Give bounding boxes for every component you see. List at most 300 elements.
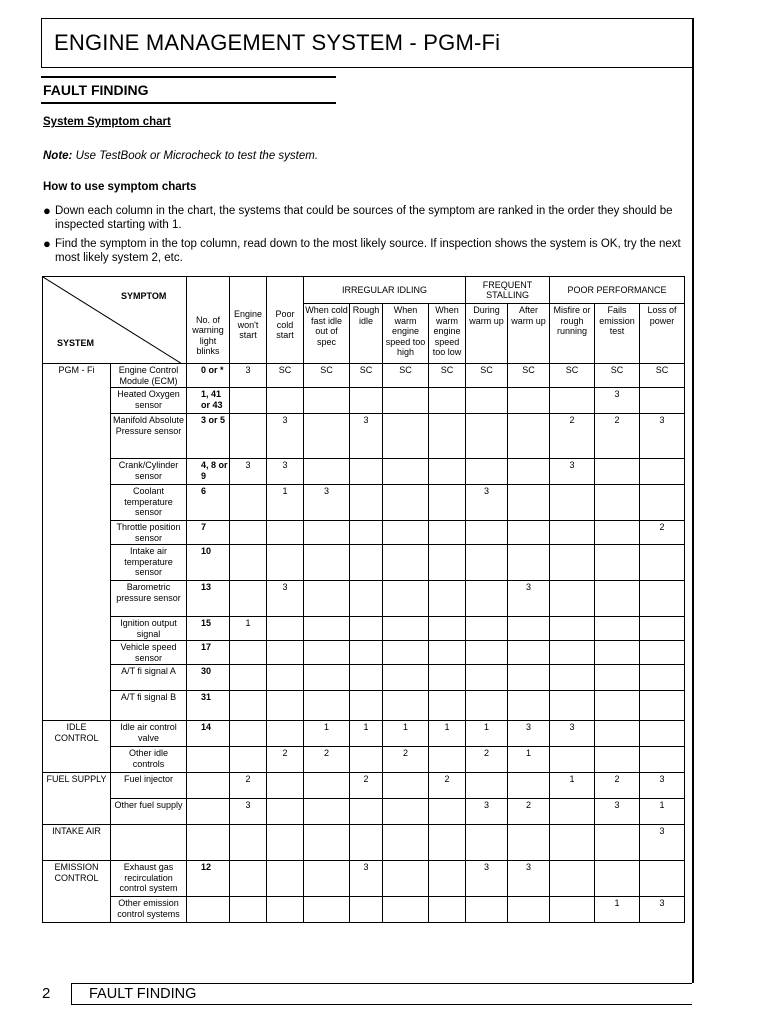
header-cell: No. of warning light blinks: [187, 277, 230, 364]
component-cell: Intake air temperature sensor: [111, 545, 187, 581]
table-row: [43, 691, 685, 721]
header-cell: Rough idle: [350, 304, 383, 364]
rank-cell: [350, 897, 383, 923]
rank-cell: [466, 414, 508, 459]
header-cell: When warm engine speed too low: [429, 304, 466, 364]
rank-cell: [267, 799, 304, 825]
rank-cell: [267, 773, 304, 799]
header-cell: When cold fast idle out of spec: [304, 304, 350, 364]
rank-cell: [550, 691, 595, 721]
rank-cell: [304, 641, 350, 665]
code-cell: 4, 8 or 9: [187, 459, 230, 485]
rank-cell: [230, 581, 267, 617]
system-cell: PGM - Fi: [43, 364, 111, 721]
rank-cell: 2: [550, 414, 595, 459]
rank-cell: [466, 665, 508, 691]
table-row: [43, 388, 685, 414]
component-cell: Vehicle speed sensor: [111, 641, 187, 665]
rank-cell: 3: [466, 861, 508, 897]
right-border-line: [692, 18, 694, 983]
footer-box: [71, 983, 692, 1005]
table-row: [43, 617, 685, 641]
rank-cell: [267, 897, 304, 923]
rank-cell: [508, 691, 550, 721]
rank-cell: [383, 825, 429, 861]
rank-cell: [429, 861, 466, 897]
table-row: [43, 897, 685, 923]
rank-cell: [640, 617, 685, 641]
component-cell: Ignition output signal: [111, 617, 187, 641]
group-header: IRREGULAR IDLING: [304, 277, 466, 304]
rank-cell: [429, 414, 466, 459]
header-cell: When warm engine speed too high: [383, 304, 429, 364]
rank-cell: [383, 897, 429, 923]
rank-cell: SC: [466, 364, 508, 388]
rank-cell: SC: [429, 364, 466, 388]
rank-cell: [550, 641, 595, 665]
rank-cell: [304, 665, 350, 691]
rank-cell: [466, 617, 508, 641]
rank-cell: [550, 617, 595, 641]
rank-cell: 1: [429, 721, 466, 747]
table-row: [43, 581, 685, 617]
rank-cell: [230, 545, 267, 581]
rank-cell: [267, 545, 304, 581]
rank-cell: [267, 721, 304, 747]
rank-cell: [350, 617, 383, 641]
bullet-text: Find the symptom in the top column, read down to the most likely source. If inspection shows the system is OK, try the next most likely system 2, etc.: [55, 238, 681, 264]
rank-cell: 3: [466, 799, 508, 825]
section-rule-bottom: [41, 102, 336, 104]
code-cell: [187, 747, 230, 773]
rank-cell: [508, 485, 550, 521]
code-cell: [187, 897, 230, 923]
table-row: [43, 485, 685, 521]
header-cell: Loss of power: [640, 304, 685, 364]
rank-cell: 1: [508, 747, 550, 773]
code-cell: 0 or *: [187, 364, 230, 388]
rank-cell: 3: [595, 388, 640, 414]
header-cell: Engine won't start: [230, 277, 267, 364]
rank-cell: [429, 388, 466, 414]
rank-cell: [595, 459, 640, 485]
rank-cell: 3: [640, 773, 685, 799]
section-heading: FAULT FINDING: [43, 82, 149, 98]
rank-cell: [230, 485, 267, 521]
component-cell: A/T fi signal A: [111, 665, 187, 691]
rank-cell: [466, 545, 508, 581]
code-cell: 31: [187, 691, 230, 721]
rank-cell: [640, 747, 685, 773]
code-cell: 17: [187, 641, 230, 665]
rank-cell: [304, 773, 350, 799]
component-cell: Manifold Absolute Pressure sensor: [111, 414, 187, 459]
rank-cell: [304, 825, 350, 861]
table-row: [43, 414, 685, 459]
symptom-label: SYMPTOM: [121, 291, 167, 301]
rank-cell: [304, 459, 350, 485]
rank-cell: [350, 581, 383, 617]
rank-cell: [304, 388, 350, 414]
rank-cell: [550, 861, 595, 897]
rank-cell: [550, 665, 595, 691]
bullet-1: [43, 204, 683, 232]
section-rule-top: [41, 76, 336, 78]
rank-cell: [383, 545, 429, 581]
bullet-text: Down each column in the chart, the systems that could be sources of the symptom are ranked in the order they should be inspected starting with 1.: [55, 205, 673, 231]
rank-cell: SC: [550, 364, 595, 388]
table-row: [43, 799, 685, 825]
rank-cell: 3: [267, 414, 304, 459]
rank-cell: [383, 459, 429, 485]
rank-cell: 3: [230, 459, 267, 485]
rank-cell: [267, 665, 304, 691]
code-cell: 7: [187, 521, 230, 545]
rank-cell: [429, 459, 466, 485]
rank-cell: [267, 388, 304, 414]
component-cell: [111, 825, 187, 861]
rank-cell: [350, 825, 383, 861]
rank-cell: [383, 617, 429, 641]
code-cell: 12: [187, 861, 230, 897]
rank-cell: 3: [304, 485, 350, 521]
rank-cell: [595, 581, 640, 617]
table-row: [43, 364, 685, 388]
rank-cell: [550, 747, 595, 773]
rank-cell: [230, 747, 267, 773]
system-cell: INTAKE AIR: [43, 825, 111, 861]
symptom-chart: [42, 276, 685, 923]
rank-cell: [508, 459, 550, 485]
rank-cell: [230, 861, 267, 897]
rank-cell: [595, 691, 640, 721]
system-cell: EMISSION CONTROL: [43, 861, 111, 923]
rank-cell: [350, 459, 383, 485]
rank-cell: 3: [230, 364, 267, 388]
component-cell: Other emission control systems: [111, 897, 187, 923]
rank-cell: [304, 691, 350, 721]
rank-cell: [508, 773, 550, 799]
rank-cell: [383, 414, 429, 459]
rank-cell: [429, 581, 466, 617]
rank-cell: [230, 388, 267, 414]
footer-label: FAULT FINDING: [89, 986, 197, 1002]
rank-cell: 2: [230, 773, 267, 799]
howto-heading: How to use symptom charts: [43, 181, 197, 193]
rank-cell: [550, 799, 595, 825]
rank-cell: [508, 825, 550, 861]
note: [43, 150, 318, 162]
rank-cell: [429, 545, 466, 581]
component-cell: Heated Oxygen sensor: [111, 388, 187, 414]
bullet-dot-icon: ●: [43, 203, 51, 218]
rank-cell: [595, 641, 640, 665]
code-cell: 10: [187, 545, 230, 581]
rank-cell: [350, 521, 383, 545]
rank-cell: [550, 388, 595, 414]
title-box: [41, 18, 692, 68]
rank-cell: SC: [640, 364, 685, 388]
rank-cell: SC: [508, 364, 550, 388]
rank-cell: [466, 641, 508, 665]
code-cell: 15: [187, 617, 230, 641]
rank-cell: 3: [466, 485, 508, 521]
rank-cell: [429, 641, 466, 665]
rank-cell: [383, 485, 429, 521]
component-cell: Coolant temperature sensor: [111, 485, 187, 521]
component-cell: Other fuel supply: [111, 799, 187, 825]
rank-cell: [350, 545, 383, 581]
rank-cell: [350, 485, 383, 521]
rank-cell: 2: [595, 414, 640, 459]
rank-cell: [595, 545, 640, 581]
rank-cell: SC: [304, 364, 350, 388]
rank-cell: 3: [350, 414, 383, 459]
table-row: [43, 825, 685, 861]
rank-cell: [267, 617, 304, 641]
rank-cell: [383, 521, 429, 545]
rank-cell: 1: [640, 799, 685, 825]
rank-cell: [640, 545, 685, 581]
corner-cell: [43, 277, 187, 364]
rank-cell: [383, 773, 429, 799]
code-cell: [187, 825, 230, 861]
rank-cell: [230, 665, 267, 691]
rank-cell: [640, 485, 685, 521]
rank-cell: [466, 825, 508, 861]
rank-cell: [429, 485, 466, 521]
rank-cell: 2: [350, 773, 383, 799]
rank-cell: 2: [383, 747, 429, 773]
corner-diagonal: [43, 277, 187, 364]
rank-cell: 3: [595, 799, 640, 825]
rank-cell: [508, 641, 550, 665]
rank-cell: 1: [230, 617, 267, 641]
rank-cell: [230, 414, 267, 459]
rank-cell: 2: [304, 747, 350, 773]
rank-cell: [466, 388, 508, 414]
chart-subtitle: System Symptom chart: [43, 116, 171, 128]
rank-cell: [429, 897, 466, 923]
rank-cell: [508, 617, 550, 641]
table-row: [43, 773, 685, 799]
rank-cell: [508, 665, 550, 691]
rank-cell: [267, 521, 304, 545]
rank-cell: 3: [508, 861, 550, 897]
code-cell: 30: [187, 665, 230, 691]
rank-cell: [508, 388, 550, 414]
rank-cell: [350, 641, 383, 665]
rank-cell: [595, 485, 640, 521]
header-cell: Misfire or rough running: [550, 304, 595, 364]
header-cell: Poor cold start: [267, 277, 304, 364]
table-row: [43, 665, 685, 691]
rank-cell: [429, 825, 466, 861]
rank-cell: [595, 861, 640, 897]
table-row: [43, 459, 685, 485]
rank-cell: [267, 691, 304, 721]
rank-cell: 3: [267, 581, 304, 617]
rank-cell: SC: [595, 364, 640, 388]
rank-cell: [550, 897, 595, 923]
rank-cell: [508, 545, 550, 581]
rank-cell: [466, 521, 508, 545]
table-row: [43, 545, 685, 581]
rank-cell: 3: [508, 581, 550, 617]
rank-cell: [640, 665, 685, 691]
rank-cell: [304, 617, 350, 641]
rank-cell: [429, 617, 466, 641]
rank-cell: 3: [550, 459, 595, 485]
code-cell: 13: [187, 581, 230, 617]
rank-cell: 3: [640, 825, 685, 861]
rank-cell: [640, 459, 685, 485]
rank-cell: 3: [230, 799, 267, 825]
component-cell: A/T fi signal B: [111, 691, 187, 721]
rank-cell: 2: [640, 521, 685, 545]
group-header: POOR PERFORMANCE: [550, 277, 685, 304]
rank-cell: [304, 545, 350, 581]
component-cell: Exhaust gas recirculation control system: [111, 861, 187, 897]
header-cell: Fails emission test: [595, 304, 640, 364]
table-row: [43, 521, 685, 545]
rank-cell: [350, 388, 383, 414]
rank-cell: SC: [350, 364, 383, 388]
rank-cell: [230, 897, 267, 923]
rank-cell: 1: [267, 485, 304, 521]
rank-cell: [640, 721, 685, 747]
component-cell: Idle air control valve: [111, 721, 187, 747]
rank-cell: 3: [267, 459, 304, 485]
rank-cell: [640, 388, 685, 414]
rank-cell: [304, 897, 350, 923]
rank-cell: 2: [267, 747, 304, 773]
rank-cell: [383, 861, 429, 897]
bullet-dot-icon: ●: [43, 236, 51, 251]
rank-cell: [350, 799, 383, 825]
rank-cell: [230, 641, 267, 665]
rank-cell: [230, 721, 267, 747]
table-row: [43, 861, 685, 897]
rank-cell: [383, 581, 429, 617]
rank-cell: [350, 691, 383, 721]
component-cell: Crank/Cylinder sensor: [111, 459, 187, 485]
code-cell: [187, 799, 230, 825]
header-cell: During warm up: [466, 304, 508, 364]
rank-cell: [550, 581, 595, 617]
rank-cell: 1: [350, 721, 383, 747]
rank-cell: [230, 521, 267, 545]
rank-cell: [466, 773, 508, 799]
rank-cell: SC: [383, 364, 429, 388]
rank-cell: [350, 747, 383, 773]
rank-cell: 2: [466, 747, 508, 773]
page-title: ENGINE MANAGEMENT SYSTEM - PGM-Fi: [54, 30, 501, 55]
rank-cell: 1: [595, 897, 640, 923]
page-number: 2: [42, 985, 51, 1002]
rank-cell: [466, 459, 508, 485]
rank-cell: 1: [383, 721, 429, 747]
rank-cell: [595, 721, 640, 747]
note-text: Use TestBook or Microcheck to test the system.: [75, 150, 319, 162]
rank-cell: [383, 641, 429, 665]
table-row: [43, 721, 685, 747]
rank-cell: [383, 691, 429, 721]
rank-cell: [383, 388, 429, 414]
code-cell: 6: [187, 485, 230, 521]
rank-cell: [383, 665, 429, 691]
rank-cell: [429, 665, 466, 691]
code-cell: 3 or 5: [187, 414, 230, 459]
header-cell: After warm up: [508, 304, 550, 364]
system-label: SYSTEM: [57, 337, 95, 348]
rank-cell: [230, 691, 267, 721]
rank-cell: [267, 861, 304, 897]
rank-cell: 3: [550, 721, 595, 747]
rank-cell: 3: [508, 721, 550, 747]
rank-cell: [595, 617, 640, 641]
rank-cell: [304, 521, 350, 545]
rank-cell: [508, 521, 550, 545]
system-cell: FUEL SUPPLY: [43, 773, 111, 825]
rank-cell: [595, 521, 640, 545]
rank-cell: [230, 825, 267, 861]
rank-cell: [508, 897, 550, 923]
component-cell: Fuel injector: [111, 773, 187, 799]
rank-cell: [595, 665, 640, 691]
rank-cell: [508, 414, 550, 459]
rank-cell: [267, 825, 304, 861]
rank-cell: [550, 485, 595, 521]
rank-cell: [304, 581, 350, 617]
rank-cell: [350, 665, 383, 691]
rank-cell: [640, 861, 685, 897]
component-cell: Barometric pressure sensor: [111, 581, 187, 617]
rank-cell: 3: [350, 861, 383, 897]
rank-cell: [595, 747, 640, 773]
rank-cell: [550, 521, 595, 545]
rank-cell: [550, 825, 595, 861]
code-cell: [187, 773, 230, 799]
rank-cell: 2: [508, 799, 550, 825]
rank-cell: [466, 897, 508, 923]
rank-cell: [383, 799, 429, 825]
note-label: Note:: [43, 150, 73, 162]
rank-cell: 2: [595, 773, 640, 799]
rank-cell: [466, 691, 508, 721]
rank-cell: [640, 581, 685, 617]
rank-cell: [640, 691, 685, 721]
rank-cell: 1: [466, 721, 508, 747]
rank-cell: [304, 414, 350, 459]
bullet-2: [43, 237, 683, 265]
rank-cell: [429, 691, 466, 721]
component-cell: Other idle controls: [111, 747, 187, 773]
table-row: [43, 641, 685, 665]
system-cell: IDLE CONTROL: [43, 721, 111, 773]
rank-cell: [550, 545, 595, 581]
rank-cell: [466, 581, 508, 617]
component-cell: Throttle position sensor: [111, 521, 187, 545]
rank-cell: SC: [267, 364, 304, 388]
rank-cell: 1: [304, 721, 350, 747]
rank-cell: [304, 799, 350, 825]
table-row: [43, 747, 685, 773]
rank-cell: [595, 825, 640, 861]
rank-cell: 3: [640, 897, 685, 923]
rank-cell: [429, 521, 466, 545]
rank-cell: [429, 747, 466, 773]
